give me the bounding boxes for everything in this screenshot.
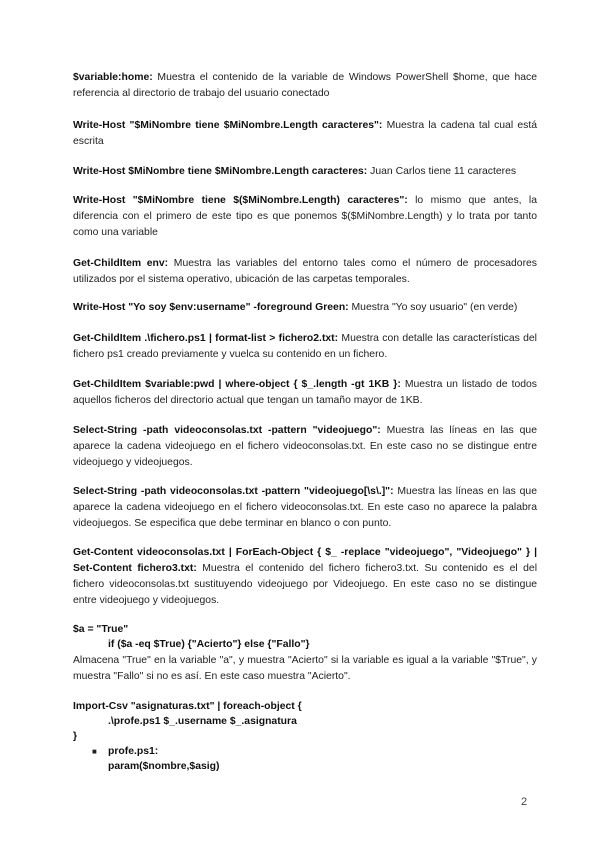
command-text: Write-Host "$MiNombre tiene $($MiNombre.Length) caracteres": [73,195,408,206]
description-text: Muestra las líneas en las que aparece la cadena videojuego en el fichero videoconsolas.txt. En este caso no aparece la palabra videojuegos. Se especifica que debe terminar en blanco o con punto. [73,486,537,529]
code-text: } [73,731,78,742]
description-text: Muestra con detalle las características del fichero ps1 creado previamente y vuelca su contenido en un fichero. [73,333,537,360]
bullet-square-icon: ■ [92,747,97,756]
description-text: Muestra las variables del entorno tales como el número de procesadores utilizados por el sistema operativo, ubicación de las carpetas temporales. [73,258,537,285]
code-line-close-brace [73,729,77,745]
description-text: Muestra el contenido del fichero fichero3.txt. Su contenido es el del fichero videoconsolas.txt sustituyendo videojuego por Videojuego. En este caso no se distingue entre videojuego y videojuegos. [73,563,538,606]
paragraph-if-description [73,653,537,685]
command-text: Select-String -path videoconsolas.txt -pattern "videojuego[\s\.]": [73,486,394,497]
description-text: Muestra la cadena tal cual está escrita [73,120,537,147]
paragraph-write-host-1 [73,118,537,150]
command-text: Write-Host "Yo soy $env:username" -foreground Green: [73,302,349,313]
command-text: Write-Host "$MiNombre tiene $MiNombre.Length caracteres": [73,120,383,131]
code-text: param($nombre,$asig) [108,761,220,772]
paragraph-write-host-2 [73,164,537,180]
code-text: .\profe.ps1 $_.username $_.asignatura [108,716,297,727]
description-text: lo mismo que antes, la diferencia con el primero de este tipo es que ponemos $($MiNombre.Length) y lo trata por tanto como una variable [73,195,537,238]
code-line-if [108,637,310,653]
command-text: $variable:home: [73,72,153,83]
code-line-assign [73,622,128,638]
description-text: Muestra un listado de todos aquellos ficheros del directorio actual que tengan un tamaño mayor de 1KB. [73,379,538,406]
code-line-profe-call [108,714,297,730]
paragraph-get-childitem-env [73,256,537,288]
description-text: Juan Carlos tiene 11 caracteres [367,166,517,177]
code-text: $a = "True" [73,624,129,635]
description-text: Muestra "Yo soy usuario" (en verde) [348,302,518,313]
paragraph-write-host-green [73,300,537,316]
command-text: Get-ChildItem .\fichero.ps1 | format-list > fichero2.txt: [73,333,339,344]
command-text: Select-String -path videoconsolas.txt -pattern "videojuego": [73,425,381,436]
paragraph-select-string-2 [73,484,537,532]
code-text: Import-Csv "asignaturas.txt" | foreach-object { [73,701,302,712]
bullet-item-profe [108,744,158,760]
code-text: profe.ps1: [108,746,159,757]
paragraph-format-list [73,331,537,363]
paragraph-get-content [73,545,537,609]
command-text: Get-ChildItem env: [73,258,169,269]
code-line-import-csv [73,699,302,715]
description-text: Muestra las líneas en las que aparece la cadena videojuego en el fichero videoconsolas.txt. En este caso no se distingue entre videojuego y videojuegos. [73,425,537,468]
bullet-item-param [108,759,219,775]
description-text: Muestra el contenido de la variable de Windows PowerShell $home, que hace referencia al directorio de trabajo del usuario conectado [73,72,537,99]
page-number: 2 [521,796,528,808]
paragraph-variable-home [73,70,537,102]
paragraph-where-object [73,377,537,409]
paragraph-select-string-1 [73,423,537,471]
code-text: if ($a -eq $True) {"Acierto"} else {"Fallo"} [108,639,310,650]
paragraph-write-host-3 [73,193,537,241]
description-text: Almacena "True" en la variable "a", y muestra "Acierto" si la variable es igual a la variable "$True", y muestra "Fallo" si no es así. En este caso muestra "Acierto". [73,655,537,682]
command-text: Write-Host $MiNombre tiene $MiNombre.Length caracteres: [73,166,368,177]
command-text: Get-Content videoconsolas.txt | ForEach-Object { $_ -replace "videojuego", "Videojuego" } | Set-Content fichero3.txt: [73,547,537,574]
command-text: Get-ChildItem $variable:pwd | where-object { $_.length -gt 1KB }: [73,379,401,390]
